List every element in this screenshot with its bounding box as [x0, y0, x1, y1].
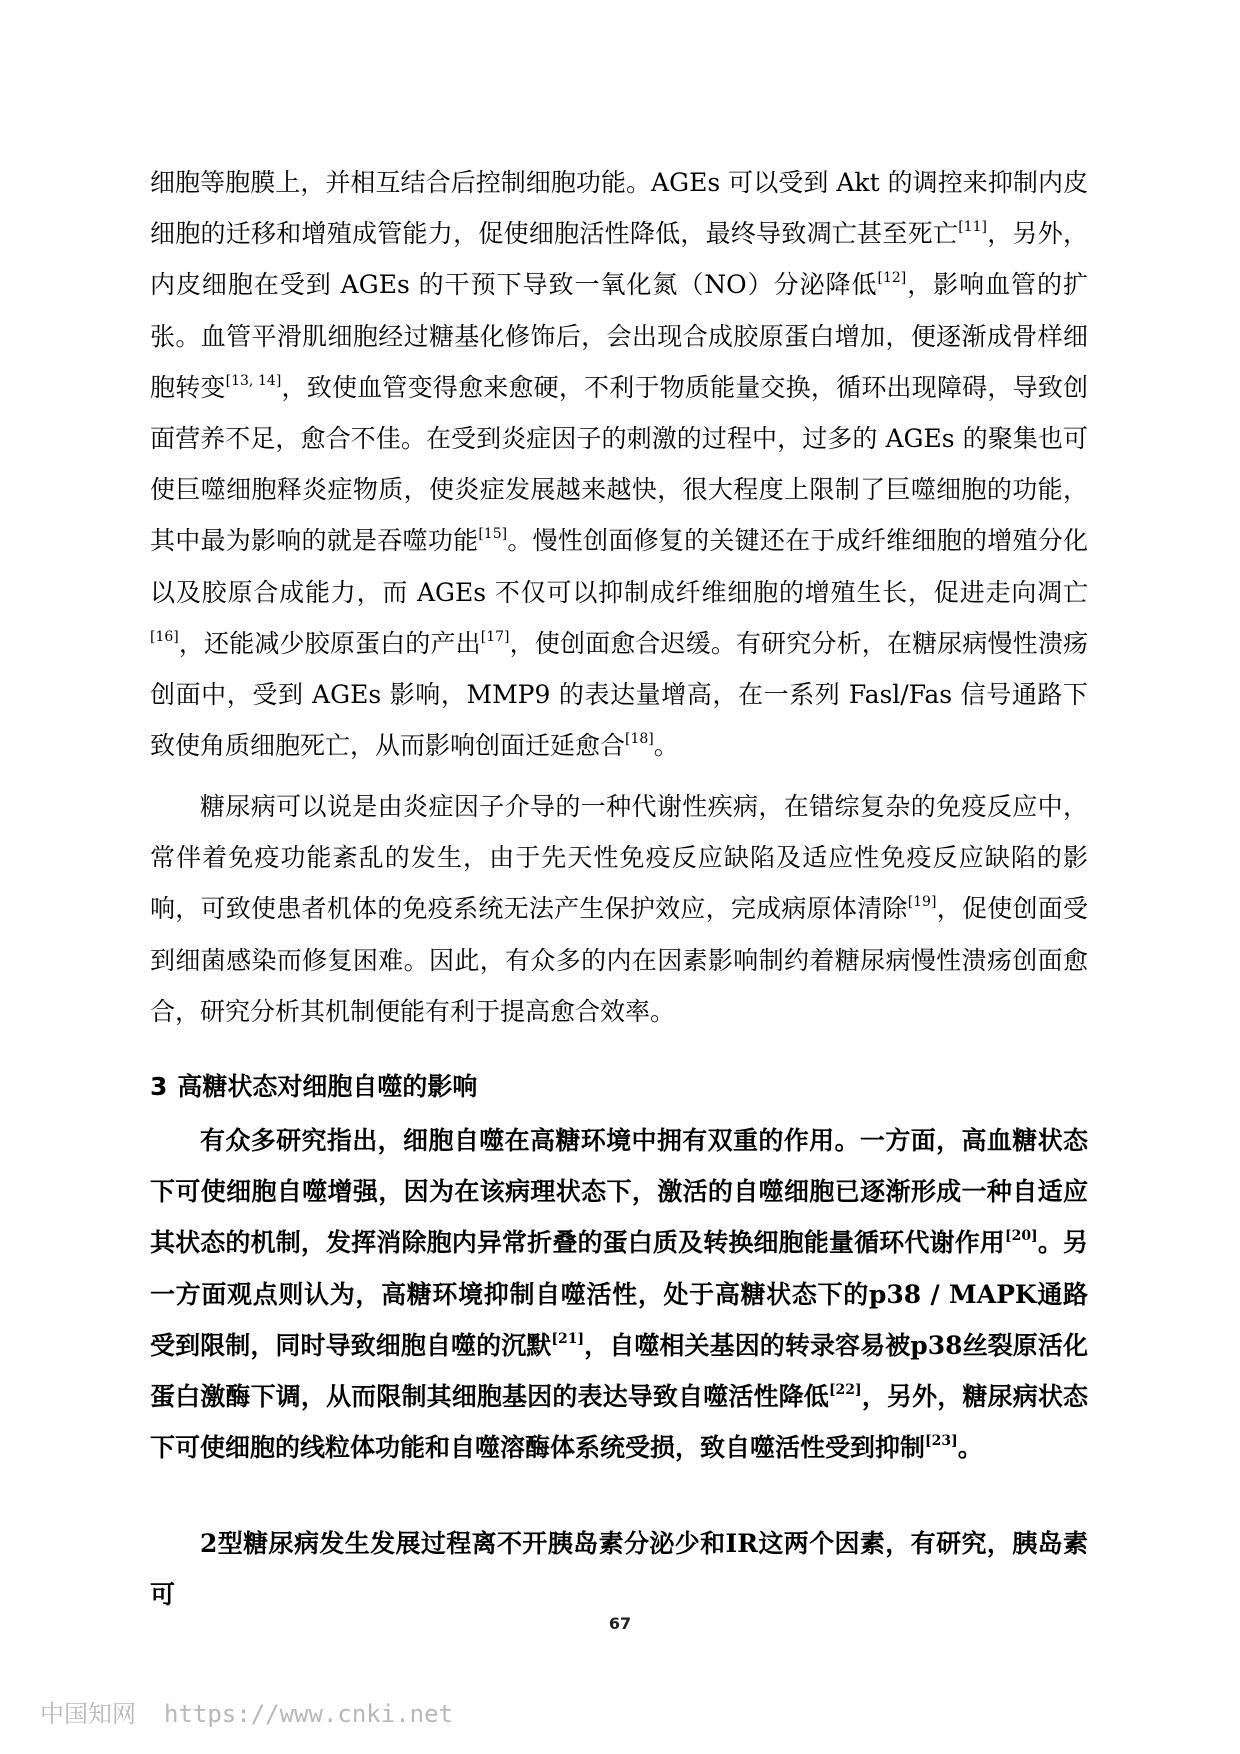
cnki-watermark — [40, 1694, 453, 1729]
text-span: 。 — [957, 1433, 983, 1463]
text-span: ，促使创面受到细菌感染而修复困难。因此，有众多的内在因素影响制约着糖尿病慢性溃疡创面愈合，研究分析其机制便能有利于提高愈合效率。 — [150, 894, 1088, 1026]
text-span: ，另外，糖尿病状态下可使细胞的线粒体功能和自噬溶酶体系统受损，致自噬活性受到抑制 — [150, 1382, 1088, 1463]
text-span: ，致使血管变得愈来愈硬，不利于物质能量交换，循环出现障碍，导致创面营养不足，愈合不佳。在受到炎症因子的刺激的过程中，过多的 AGEs 的聚集也可使巨噬细胞释炎症物质，使炎症发展越来越快，很大程度上限制了巨噬细胞的功能，其中最为影响的就是吞噬功能 — [150, 372, 1088, 556]
citation-ref[interactable]: [19] — [907, 894, 937, 911]
text-span: ，还能减少胶原蛋白的产出 — [178, 628, 481, 658]
section-heading — [150, 1062, 477, 1112]
paragraph-type2-diabetes — [150, 1518, 1088, 1620]
citation-ref[interactable]: [15] — [478, 526, 508, 543]
citation-ref[interactable]: [12] — [877, 270, 907, 287]
section-number: 3 — [150, 1072, 168, 1101]
watermark-url[interactable]: https://www.cnki.net — [164, 1700, 453, 1728]
citation-ref[interactable]: [21] — [551, 1330, 585, 1347]
text-span: 有众多研究指出，细胞自噬在高糖环境中拥有双重的作用。一方面，高血糖状态下可使细胞自噬增强，因为在该病理状态下，激活的自噬细胞已逐渐形成一种自适应其状态的机制，发挥消除胞内异常折叠的蛋白质及转换细胞能量循环代谢作用 — [150, 1126, 1088, 1258]
citation-ref[interactable]: [13, 14] — [225, 372, 282, 389]
text-span: 细胞等胞膜上，并相互结合后控制细胞功能。AGEs 可以受到 Akt 的调控来抑制内皮细胞的迁移和增殖成管能力，促使细胞活性降低，最终导致凋亡甚至死亡 — [150, 168, 1088, 249]
text-span: 2型糖尿病发生发展过程离不开胰岛素分泌少和IR这两个因素，有研究，胰岛素可 — [150, 1529, 1088, 1610]
text-span: ，使创面愈合迟缓。有研究分析，在糖尿病慢性溃疡创面中，受到 AGEs 影响，MMP9 的表达量增高，在一系列 Fasl/Fas 信号通路下致使角质细胞死亡，从而影响创面迁延愈合 — [150, 628, 1088, 761]
section-title: 高糖状态对细胞自噬的影响 — [177, 1072, 478, 1101]
text-span: 。另一方面观点则认为，高糖环境抑制自噬活性，处于高糖状态下的p38 / MAPK通路受到限制，同时导致细胞自噬的沉默 — [150, 1228, 1088, 1360]
text-span: ，影响血管的扩张。血管平滑肌细胞经过糖基化修饰后，会出现合成胶原蛋白增加，便逐渐成骨样细胞转变 — [150, 270, 1088, 402]
citation-ref[interactable]: [20] — [1004, 1228, 1038, 1245]
citation-ref[interactable]: [18] — [625, 731, 654, 748]
citation-ref[interactable]: [11] — [958, 219, 987, 236]
text-span: 。 — [653, 731, 679, 761]
paragraph-ages-effects — [150, 157, 1088, 771]
text-span: 糖尿病可以说是由炎症因子介导的一种代谢性疾病，在错综复杂的免疫反应中，常伴着免疫功能紊乱的发生，由于先天性免疫反应缺陷及适应性免疫反应缺陷的影响，可致使患者机体的免疫系统无法产生保护效应，完成病原体清除 — [150, 792, 1088, 924]
paragraph-immune-dysfunction — [150, 781, 1088, 1037]
page-number: 67 — [608, 1614, 632, 1633]
text-span: ，自噬相关基因的转录容易被p38丝裂原活化蛋白激酶下调，从而限制其细胞基因的表达导致自噬活性降低 — [150, 1330, 1088, 1412]
text-span: 。慢性创面修复的关键还在于成纤维细胞的增殖分化以及胶原合成能力，而 AGEs 不仅可以抑制成纤维细胞的增殖生长，促进走向凋亡 — [150, 526, 1088, 607]
citation-ref[interactable]: [22] — [828, 1382, 862, 1399]
text-span: ，另外，内皮细胞在受到 AGEs 的干预下导致一氧化氮（NO）分泌降低 — [150, 219, 1088, 300]
citation-ref[interactable]: [23] — [925, 1433, 958, 1450]
paragraph-autophagy-dual-role — [150, 1115, 1088, 1473]
citation-ref[interactable]: [16] — [150, 628, 179, 645]
watermark-cnki-name: 中国知网 — [40, 1700, 136, 1728]
citation-ref[interactable]: [17] — [480, 628, 510, 645]
